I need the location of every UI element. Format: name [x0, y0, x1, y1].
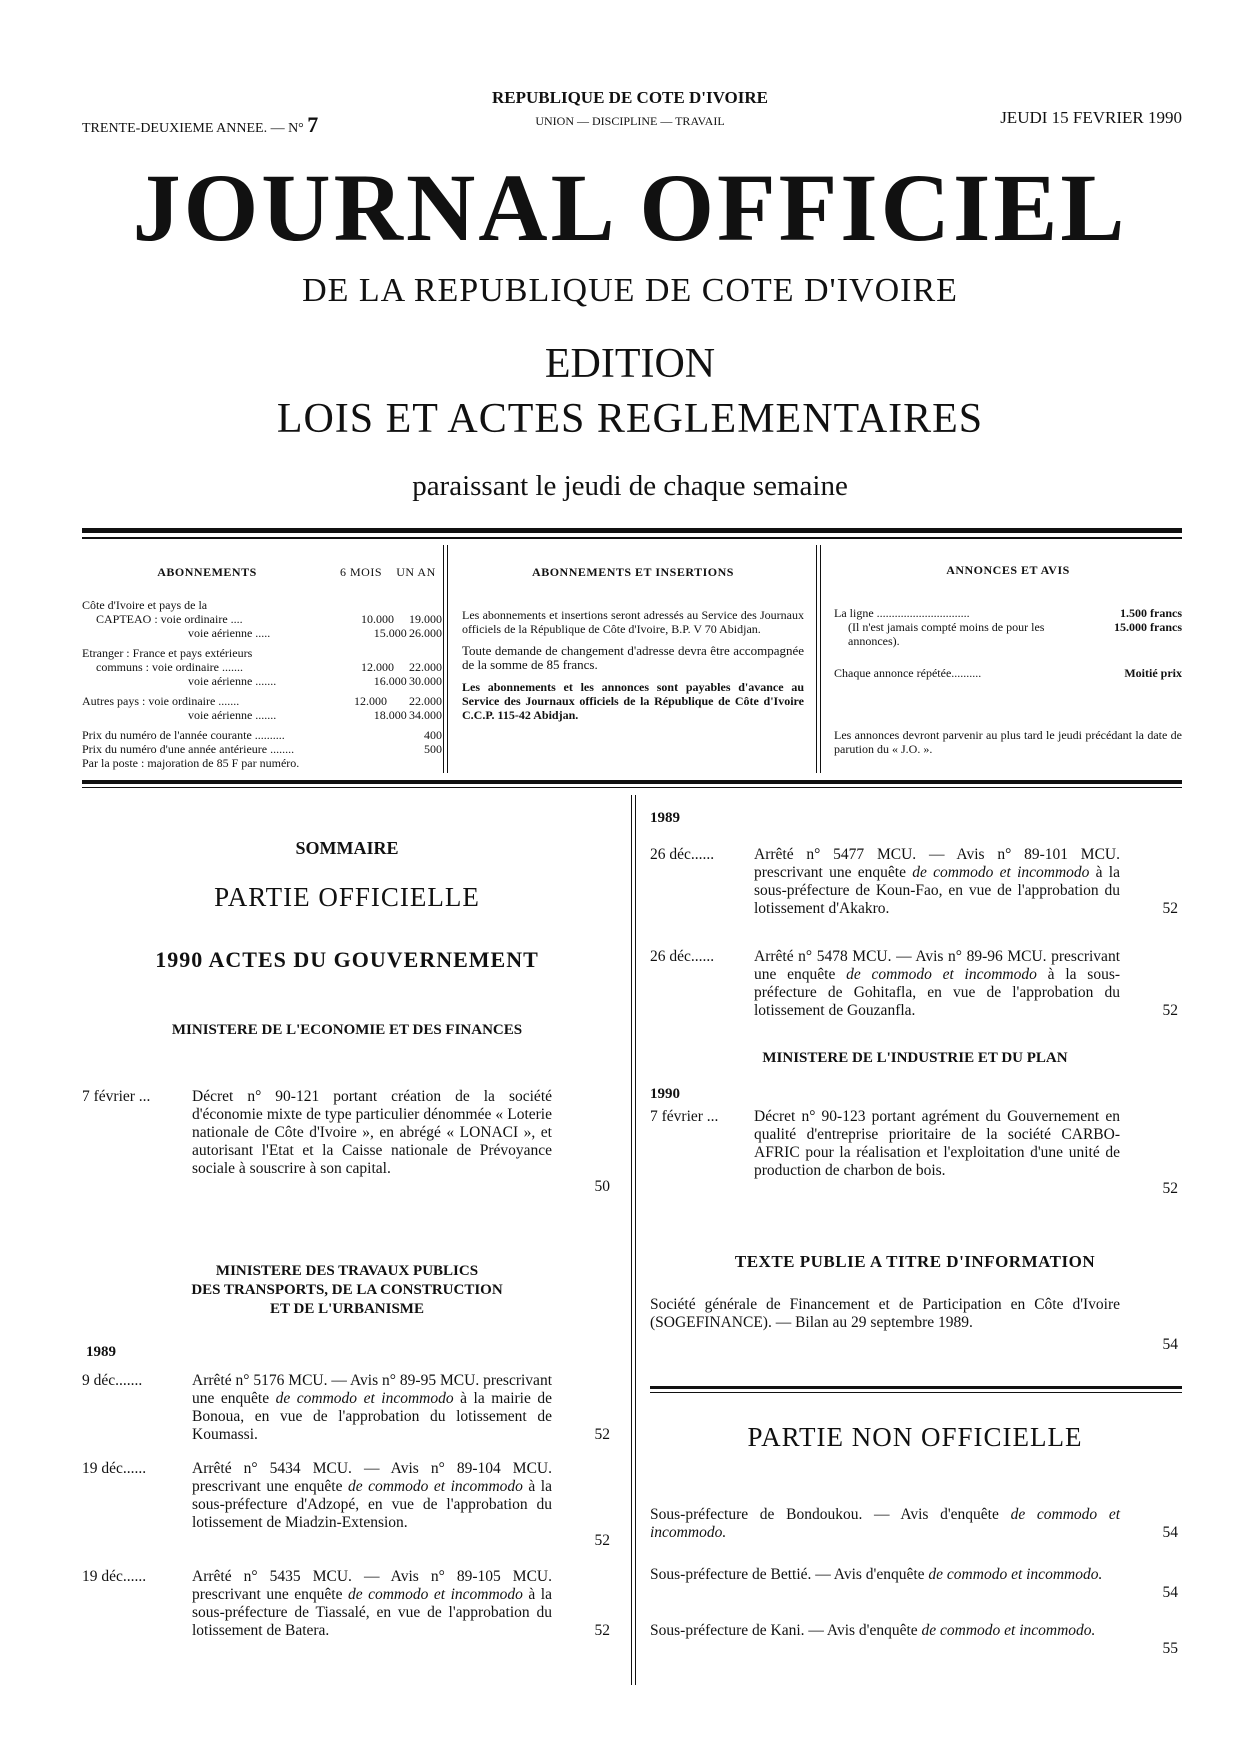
subscription-row-6mois	[339, 742, 387, 756]
toc-entry-4[interactable]	[82, 1568, 612, 1640]
entry-text	[754, 948, 1120, 1020]
subscription-row-6mois: 16.000	[373, 674, 407, 688]
subscription-row	[82, 742, 442, 756]
insertions-p2: Toute demande de changement d'adresse devra être accompagnée de la somme de 85 francs.	[462, 643, 804, 672]
partie-non-officielle: PARTIE NON OFFICIELLE	[747, 1422, 1083, 1452]
subscription-row-label: voie aérienne .....	[188, 626, 271, 640]
subscription-row	[82, 708, 442, 722]
insertions-box	[462, 545, 804, 722]
entry-text	[650, 1506, 1120, 1542]
line-label: La ligne ...............................	[834, 606, 970, 620]
ministry-travaux-2: DES TRANSPORTS, DE LA CONSTRUCTION	[191, 1282, 503, 1298]
entry-text	[650, 1622, 1120, 1640]
subscription-row-unan: 22.000	[409, 660, 442, 674]
toc-entry-10[interactable]	[650, 1566, 1180, 1606]
announcements-box	[834, 545, 1182, 756]
subscription-row-label: Côte d'Ivoire et pays de la	[82, 598, 208, 612]
subscription-row-unan: 30.000	[409, 674, 442, 688]
subscription-row-unan: 400	[424, 728, 442, 742]
year-1989-right: 1989	[650, 810, 680, 826]
subscription-box	[82, 545, 442, 773]
min-price-row	[834, 620, 1182, 648]
insertions-heading: ABONNEMENTS ET INSERTIONS	[532, 565, 734, 579]
box-bottom-rule-thin	[82, 787, 1182, 788]
ministry-travaux-1: MINISTERE DES TRAVAUX PUBLICS	[215, 1263, 479, 1279]
subscription-row	[82, 660, 442, 674]
entry-text-b: à la sous-préfecture de Tiassalé, en vue de l'approbation du lotissement de Batera.	[192, 1586, 552, 1639]
entry-text-a: Arrêté n° 5478 MCU. — Avis n° 89-96 MCU. prescrivant une enquête	[754, 948, 1120, 983]
subscription-row	[82, 756, 442, 770]
entry-text	[192, 1460, 552, 1532]
subscription-header	[82, 565, 442, 580]
entry-text-italic: de commodo et incommodo	[846, 966, 1037, 983]
subscription-row-label: Autres pays : voie ordinaire .......	[82, 694, 240, 708]
subscription-row-6mois	[339, 646, 387, 660]
entry-text-a: Arrêté n° 5435 MCU. — Avis n° 89-105 MCU. prescrivant une enquête	[192, 1568, 552, 1603]
subscription-row-6mois: 12.000	[361, 660, 394, 674]
entry-text-italic: de commodo et incommodo.	[921, 1622, 1096, 1639]
col-6-mois: 6 MOIS	[339, 565, 382, 579]
box-divider-1b	[447, 545, 448, 773]
motto: UNION — DISCIPLINE — TRAVAIL	[535, 114, 725, 128]
entry-page: 52	[1162, 1180, 1178, 1197]
subscription-row-label: Prix du numéro de l'année courante ..........	[82, 728, 285, 742]
entry-text-b: à la sous-préfecture de Gohitafla, en vue de l'approbation du lotissement de Gouzanfla.	[754, 966, 1121, 1019]
subscription-row-unan	[394, 598, 442, 612]
subscription-row-6mois: 18.000	[373, 708, 407, 722]
entry-text	[650, 1566, 1120, 1584]
entry-page: 52	[594, 1532, 610, 1549]
subscription-row-unan	[394, 646, 442, 660]
subscription-row-label: Prix du numéro d'une année antérieure ........	[82, 742, 295, 756]
subscription-row-6mois	[339, 756, 387, 770]
subscription-row	[82, 674, 442, 688]
entry-text	[192, 1568, 552, 1640]
entry-date: 26 déc......	[650, 846, 715, 863]
toc-entry-5[interactable]	[650, 846, 1180, 926]
subscription-row-unan: 19.000	[409, 612, 442, 626]
partie-non-rule	[650, 1386, 1182, 1389]
entry-text-a: Sous-préfecture de Kani. — Avis d'enquête	[650, 1622, 918, 1639]
entry-text-a: Sous-préfecture de Bettié. — Avis d'enquête	[650, 1566, 925, 1583]
subscription-row-unan: 34.000	[409, 708, 442, 722]
line-price-row	[834, 606, 1182, 620]
column-divider-b	[635, 795, 636, 1685]
entry-page: 54	[1162, 1584, 1178, 1601]
edition-name: LOIS ET ACTES REGLEMENTAIRES	[276, 396, 984, 442]
line-price: 1.500 francs	[1120, 606, 1182, 620]
entry-text-italic: de commodo et incommodo	[912, 864, 1090, 881]
min-price: 15.000 francs	[1114, 620, 1182, 634]
entry-text-b: à la mairie de Bonoua, en vue de l'approbation du lotissement de Koumassi.	[192, 1390, 553, 1443]
announcements-heading: ANNONCES ET AVIS	[946, 563, 1070, 577]
subscription-row-label: Etranger : France et pays extérieurs	[82, 646, 253, 660]
actes-heading: 1990 ACTES DU GOUVERNEMENT	[155, 947, 539, 972]
box-divider-2b	[820, 545, 821, 773]
toc-entry-1[interactable]	[82, 1088, 612, 1198]
toc-entry-6[interactable]	[650, 948, 1180, 1028]
year-1989-left: 1989	[86, 1344, 116, 1360]
box-divider-2	[816, 545, 817, 773]
min-note: (Il n'est jamais compté moins de pour les annonces).	[848, 620, 1045, 648]
subscription-row-unan: 26.000	[409, 626, 442, 640]
entry-text: Société générale de Financement et de Participation en Côte d'Ivoire (SOGEFINANCE). — Bilan au 29 septembre 1989.	[650, 1296, 1120, 1331]
subscription-row	[82, 694, 442, 708]
subscription-rows	[82, 598, 442, 770]
insertions-p3: Les abonnements et les annonces sont payables d'avance au Service des Journaux officiels de la République de Côte d'Ivoire C.C.P. 115-42 Abidjan.	[462, 680, 804, 722]
entry-text	[754, 846, 1120, 918]
entry-page: 54	[1162, 1524, 1178, 1541]
entry-text-a: Arrêté n° 5477 MCU. — Avis n° 89-101 MCU. prescrivant une enquête	[754, 846, 1120, 881]
entry-text: Décret n° 90-123 portant agrément du Gouvernement en qualité d'entreprise prioritaire de la société CARBO-AFRIC pour la réalisation et l'exploitation d'une unité de production de charbon de bois.	[754, 1108, 1120, 1179]
entry-page: 52	[1162, 900, 1178, 917]
toc-entry-11[interactable]	[650, 1622, 1180, 1662]
entry-text: Décret n° 90-121 portant création de la société d'économie mixte de type particulier dénommée « Loterie nationale de Côte d'Ivoire », en abrégé « LONACI », et autorisant l'Etat et la Caisse nationale de Prévoyance sociale à souscrire à son capital.	[192, 1088, 552, 1177]
entry-date: 7 février ...	[650, 1108, 719, 1125]
entry-date: 7 février ...	[82, 1088, 151, 1105]
year-1990-right: 1990	[650, 1086, 680, 1102]
toc-entry-7[interactable]	[650, 1108, 1180, 1208]
subscription-row-label: CAPTEAO : voie ordinaire ....	[96, 612, 243, 626]
entry-text-a: Arrêté n° 5434 MCU. — Avis n° 89-104 MCU. prescrivant une enquête	[192, 1460, 552, 1495]
entry-date: 19 déc......	[82, 1460, 147, 1477]
ministry-travaux-3: ET DE L'URBANISME	[270, 1301, 424, 1317]
toc-entry-9[interactable]	[650, 1506, 1180, 1546]
subscription-row	[82, 626, 442, 640]
column-divider	[631, 795, 632, 1685]
subscription-row-label: Par la poste : majoration de 85 F par numéro.	[82, 756, 300, 770]
repeat-label: Chaque annonce répétée..........	[834, 666, 982, 680]
republic-title: REPUBLIQUE DE COTE D'IVOIRE	[492, 88, 768, 107]
issue-date: JEUDI 15 FEVRIER 1990	[1000, 108, 1182, 127]
year-text: TRENTE-DEUXIEME ANNEE. — N°	[82, 121, 304, 136]
subscription-row-6mois	[339, 598, 387, 612]
texte-publie-heading: TEXTE PUBLIE A TITRE D'INFORMATION	[734, 1252, 1096, 1271]
subscription-row-label: communs : voie ordinaire .......	[96, 660, 243, 674]
subscription-row-unan: 500	[424, 742, 442, 756]
entry-page: 52	[594, 1622, 610, 1639]
insertions-p1: Les abonnements et insertions seront adressés au Service des Journaux officiels de la République de Côte d'Ivoire, B.P. V 70 Abidjan.	[462, 608, 804, 636]
entry-text-b: à la sous-préfecture de Koun-Fao, en vue de l'approbation du lotissement d'Akakro.	[754, 864, 1120, 917]
entry-text-italic: de commodo et incommodo	[347, 1586, 523, 1603]
entry-page: 55	[1162, 1640, 1178, 1657]
entry-text-a: Arrêté n° 5176 MCU. — Avis n° 89-95 MCU. prescrivant une enquête	[192, 1372, 552, 1407]
subscription-row-label: voie aérienne .......	[188, 674, 277, 688]
toc-entry-8[interactable]	[650, 1296, 1180, 1356]
subscription-row	[82, 646, 442, 660]
entry-page: 50	[594, 1178, 610, 1195]
publication-frequency: paraissant le jeudi de chaque semaine	[412, 470, 848, 502]
entry-date: 19 déc......	[82, 1568, 147, 1585]
year-label	[82, 112, 318, 138]
journal-subtitle: DE LA REPUBLIQUE DE COTE D'IVOIRE	[302, 272, 958, 309]
toc-entry-3[interactable]	[82, 1460, 612, 1552]
entry-date: 9 déc.......	[82, 1372, 143, 1389]
toc-entry-2[interactable]	[82, 1372, 612, 1444]
subscription-heading: ABONNEMENTS	[157, 565, 257, 579]
entry-text-italic: de commodo et incommodo	[347, 1478, 523, 1495]
entry-text	[192, 1372, 552, 1444]
subscription-row-unan: 22.000	[409, 694, 442, 708]
box-bottom-rule	[82, 780, 1182, 784]
repeat-price: Moitié prix	[1124, 666, 1182, 680]
deadline-note: Les annonces devront parvenir au plus tard le jeudi précédant la date de parution du « J.O. ».	[834, 728, 1182, 756]
header-rule	[82, 528, 1182, 533]
sommaire-heading: SOMMAIRE	[295, 838, 399, 858]
entry-text-b: à la sous-préfecture d'Adzopé, en vue de l'approbation du lotissement de Miadzin-Extension.	[192, 1478, 552, 1531]
subscription-row-6mois: 12.000	[354, 694, 387, 708]
repeat-row	[834, 666, 1182, 680]
issue-number: 7	[307, 112, 319, 137]
entry-page: 52	[1162, 1002, 1178, 1019]
subscription-row-6mois: 10.000	[361, 612, 394, 626]
col-un-an: UN AN	[396, 565, 436, 579]
ministry-industry: MINISTERE DE L'INDUSTRIE ET DU PLAN	[762, 1050, 1068, 1066]
entry-date: 26 déc......	[650, 948, 715, 965]
entry-page: 54	[1162, 1336, 1178, 1353]
subscription-row-6mois	[339, 728, 387, 742]
subscription-row-unan	[394, 756, 442, 770]
header-rule-thin	[82, 537, 1182, 539]
entry-page: 52	[594, 1426, 610, 1443]
subscription-row-6mois: 15.000	[373, 626, 407, 640]
subscription-row-label: voie aérienne .......	[188, 708, 277, 722]
edition-label: EDITION	[544, 341, 716, 387]
subscription-row	[82, 598, 442, 612]
journal-title: JOURNAL OFFICIEL	[132, 154, 1128, 261]
entry-text-italic: de commodo et incommodo.	[928, 1566, 1103, 1583]
subscription-row	[82, 612, 442, 626]
partie-officielle: PARTIE OFFICIELLE	[214, 882, 480, 912]
entry-text-italic: de commodo et incommodo	[275, 1390, 454, 1407]
box-divider-1	[443, 545, 444, 773]
partie-non-rule-thin	[650, 1392, 1182, 1393]
subscription-row	[82, 728, 442, 742]
entry-text-a: Sous-préfecture de Bondoukou. — Avis d'enquête	[650, 1506, 999, 1523]
ministry-economy: MINISTERE DE L'ECONOMIE ET DES FINANCES	[171, 1022, 523, 1038]
entry-text-italic: de commodo et incommodo.	[650, 1506, 1121, 1541]
